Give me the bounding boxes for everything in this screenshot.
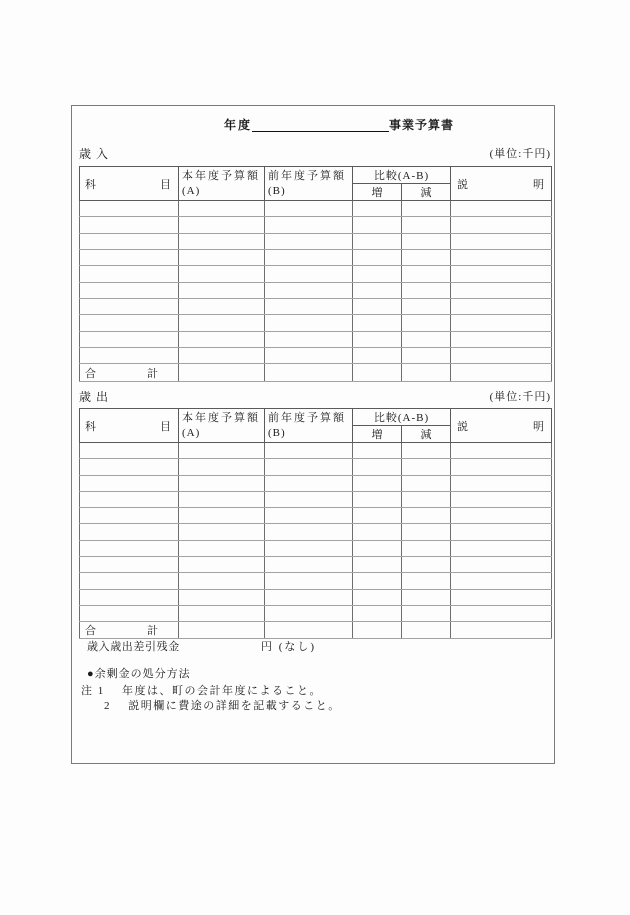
expenditure-header-current-year [179,409,265,443]
empty-cell [451,491,552,507]
empty-cell [179,331,265,347]
empty-cell [402,217,451,233]
current-year-mark: (A) [182,426,201,439]
empty-cell [353,459,402,475]
empty-row [80,524,552,540]
header-description-last: 明 [533,178,544,191]
empty-cell [353,233,402,249]
empty-cell [265,573,353,589]
revenue-total-label-cell [80,364,179,382]
surplus-disposal-title: ●余剰金の処分方法 [87,668,191,680]
empty-cell [451,282,552,298]
empty-cell [265,443,353,459]
empty-row [80,217,552,233]
empty-cell [353,201,402,217]
revenue-header-previous-year [265,167,353,201]
empty-cell [179,605,265,621]
empty-cell [451,250,552,266]
empty-cell [265,299,353,315]
empty-cell [451,331,552,347]
empty-cell [451,233,552,249]
total-label-first: 合 [85,625,96,638]
empty-cell [179,299,265,315]
empty-cell [80,250,179,266]
empty-cell [402,315,451,331]
revenue-header-description [451,167,552,201]
empty-cell [353,266,402,282]
previous-year-label: 前年度予算額 [268,411,346,424]
header-subject-first: 科 [85,420,96,433]
empty-cell [80,589,179,605]
revenue-section-label: 歳 入 [79,147,110,161]
expenditure-header-increase: 増 [353,426,402,443]
empty-row [80,557,552,573]
revenue-table-body [80,201,552,364]
empty-row [80,605,552,621]
expenditure-caption-row [79,390,551,405]
empty-cell [451,443,552,459]
note-line-1 [81,684,322,698]
document-title [224,118,454,133]
empty-row [80,508,552,524]
unit-note-expenditure: (単位:千円) [489,391,551,403]
empty-cell [80,524,179,540]
empty-cell [179,282,265,298]
total-label-last: 計 [147,367,158,380]
empty-cell [402,524,451,540]
empty-cell [80,459,179,475]
empty-cell [402,266,451,282]
empty-cell [179,589,265,605]
unit-note-revenue: (単位:千円) [489,148,551,160]
expenditure-header-decrease: 減 [402,426,451,443]
empty-row [80,331,552,347]
empty-cell [179,475,265,491]
note-2-prefix: 2 [104,700,111,712]
expenditure-total-description-cell [451,622,552,639]
empty-cell [265,266,353,282]
empty-cell [265,491,353,507]
revenue-total-description-cell [451,364,552,382]
empty-cell [353,605,402,621]
empty-cell [451,508,552,524]
empty-row [80,282,552,298]
empty-cell [353,573,402,589]
empty-row [80,250,552,266]
empty-cell [353,299,402,315]
empty-cell [179,266,265,282]
empty-cell [402,250,451,266]
note-2-text: 説明欄に費途の詳細を記載すること。 [128,700,341,712]
empty-cell [402,605,451,621]
empty-cell [451,217,552,233]
empty-cell [402,540,451,556]
document-page [71,105,555,764]
empty-cell [265,540,353,556]
header-subject-first: 科 [85,178,96,191]
empty-cell [80,573,179,589]
empty-cell [402,491,451,507]
total-label-last: 計 [147,625,158,638]
empty-cell [402,282,451,298]
title-year-label: 年度 [224,118,253,132]
empty-cell [179,217,265,233]
empty-row [80,233,552,249]
empty-row [80,491,552,507]
empty-cell [265,605,353,621]
empty-cell [80,299,179,315]
empty-cell [451,589,552,605]
empty-cell [402,508,451,524]
empty-cell [353,589,402,605]
empty-cell [353,443,402,459]
empty-cell [265,233,353,249]
revenue-table [79,166,552,382]
empty-cell [80,508,179,524]
empty-cell [451,266,552,282]
revenue-total-a-cell [179,364,265,382]
header-description-first: 説 [457,420,468,433]
balance-label: 歳入歳出差引残金 [87,641,180,653]
empty-row [80,589,552,605]
empty-cell [353,348,402,364]
empty-row [80,315,552,331]
empty-cell [179,557,265,573]
note-1-text: 年度は、町の会計年度によること。 [122,685,322,697]
empty-cell [353,217,402,233]
empty-cell [265,250,353,266]
empty-cell [179,250,265,266]
revenue-total-b-cell [265,364,353,382]
empty-cell [265,201,353,217]
empty-cell [353,315,402,331]
empty-cell [265,348,353,364]
revenue-caption-row [79,147,551,162]
current-year-mark: (A) [182,184,201,197]
empty-cell [179,540,265,556]
empty-cell [353,557,402,573]
empty-cell [451,573,552,589]
empty-cell [265,217,353,233]
empty-row [80,348,552,364]
revenue-header-increase: 増 [353,184,402,201]
header-description-last: 明 [533,420,544,433]
empty-cell [451,315,552,331]
empty-cell [80,233,179,249]
balance-line [87,640,547,654]
empty-cell [80,315,179,331]
empty-cell [179,443,265,459]
expenditure-header-previous-year [265,409,353,443]
revenue-total-increase-cell [353,364,402,382]
empty-cell [80,201,179,217]
empty-cell [402,589,451,605]
revenue-header-decrease: 減 [402,184,451,201]
empty-cell [402,233,451,249]
empty-row [80,573,552,589]
revenue-header-comparison: 比較(A-B) [353,167,451,184]
empty-cell [179,233,265,249]
empty-cell [353,250,402,266]
empty-cell [451,557,552,573]
revenue-total-decrease-cell [402,364,451,382]
empty-cell [402,475,451,491]
current-year-label: 本年度予算額 [182,411,260,424]
empty-cell [451,605,552,621]
empty-cell [451,524,552,540]
empty-cell [179,348,265,364]
empty-row [80,299,552,315]
revenue-total-row [80,364,552,382]
balance-unit-suffix: 円 (なし) [261,641,317,653]
empty-cell [179,201,265,217]
empty-cell [402,201,451,217]
empty-cell [402,299,451,315]
expenditure-table-body [80,443,552,622]
empty-cell [265,508,353,524]
empty-cell [402,573,451,589]
empty-cell [451,299,552,315]
expenditure-total-label-cell [80,622,179,639]
empty-cell [80,491,179,507]
note-1-prefix: 注 1 [81,685,105,697]
header-subject-last: 目 [160,420,171,433]
empty-cell [179,315,265,331]
empty-cell [402,557,451,573]
expenditure-table [79,408,552,639]
year-fill-in-line [252,129,389,132]
empty-cell [402,443,451,459]
empty-cell [80,540,179,556]
empty-cell [179,524,265,540]
empty-row [80,266,552,282]
empty-cell [80,475,179,491]
empty-cell [353,282,402,298]
empty-cell [80,282,179,298]
revenue-header-current-year [179,167,265,201]
header-subject-last: 目 [160,178,171,191]
expenditure-total-b-cell [265,622,353,639]
empty-cell [80,331,179,347]
expenditure-total-increase-cell [353,622,402,639]
empty-cell [265,282,353,298]
previous-year-mark: (B) [268,184,286,197]
empty-cell [265,475,353,491]
empty-cell [179,508,265,524]
empty-cell [451,201,552,217]
empty-cell [353,331,402,347]
expenditure-header-description [451,409,552,443]
note-line-2 [81,699,341,713]
empty-cell [80,348,179,364]
empty-cell [265,315,353,331]
empty-cell [80,443,179,459]
current-year-label: 本年度予算額 [182,169,260,182]
empty-cell [451,540,552,556]
empty-cell [451,475,552,491]
empty-cell [451,459,552,475]
empty-cell [353,508,402,524]
empty-cell [265,557,353,573]
total-label-first: 合 [85,367,96,380]
previous-year-mark: (B) [268,426,286,439]
expenditure-header-subject [80,409,179,443]
empty-cell [353,540,402,556]
empty-cell [179,573,265,589]
empty-cell [179,459,265,475]
empty-cell [451,348,552,364]
title-doc-label: 事業予算書 [389,118,455,132]
empty-row [80,201,552,217]
empty-cell [353,475,402,491]
empty-cell [265,459,353,475]
expenditure-header-comparison: 比較(A-B) [353,409,451,426]
empty-cell [179,491,265,507]
expenditure-total-a-cell [179,622,265,639]
empty-row [80,540,552,556]
empty-row [80,443,552,459]
empty-cell [353,491,402,507]
empty-cell [402,459,451,475]
empty-cell [265,589,353,605]
previous-year-label: 前年度予算額 [268,169,346,182]
empty-cell [80,605,179,621]
empty-row [80,459,552,475]
expenditure-section-label: 歳 出 [79,390,110,404]
empty-cell [265,524,353,540]
expenditure-total-row [80,622,552,639]
empty-cell [402,348,451,364]
header-description-first: 説 [457,178,468,191]
empty-cell [80,217,179,233]
empty-cell [80,266,179,282]
expenditure-total-decrease-cell [402,622,451,639]
revenue-header-subject [80,167,179,201]
empty-cell [402,331,451,347]
empty-cell [353,524,402,540]
empty-row [80,475,552,491]
empty-cell [80,557,179,573]
empty-cell [265,331,353,347]
